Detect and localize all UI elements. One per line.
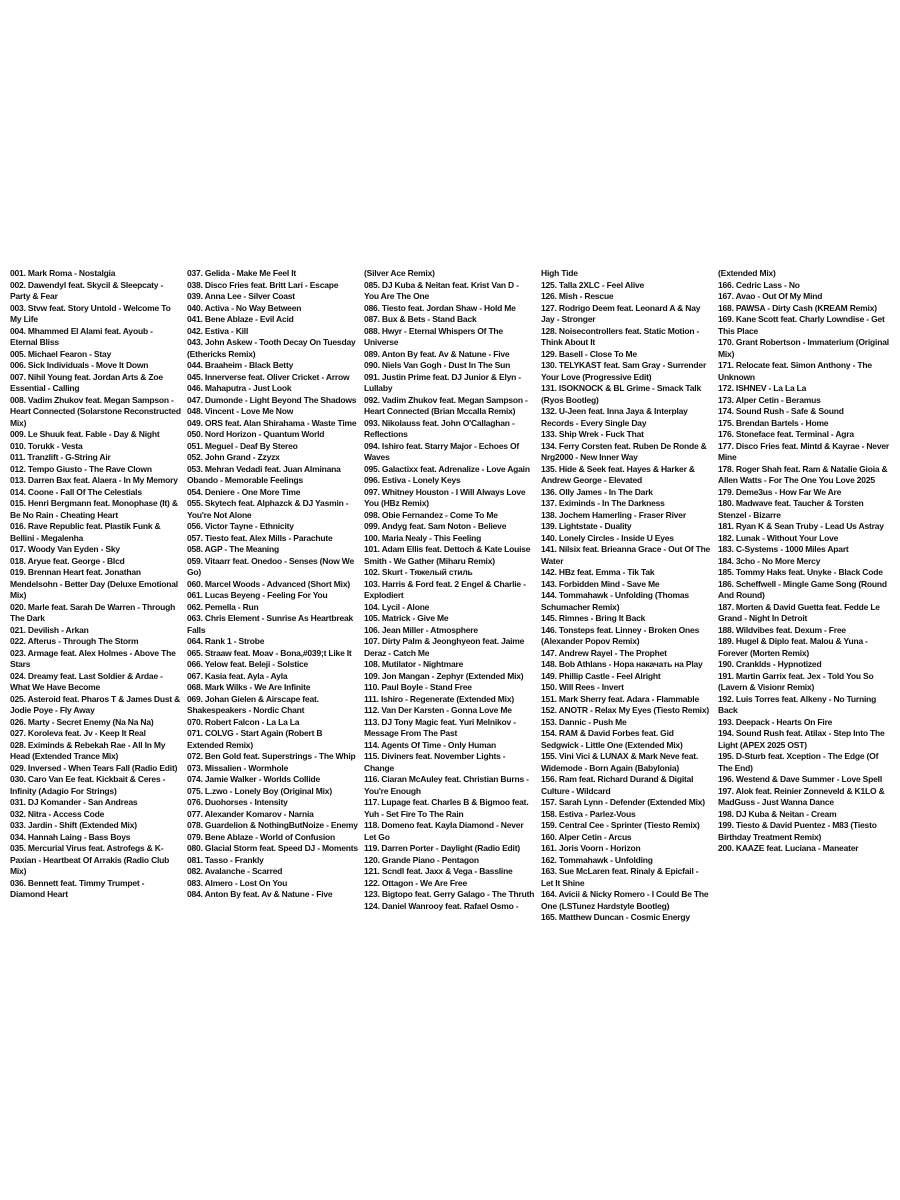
track-entry: 157. Sarah Lynn - Defender (Extended Mix) xyxy=(541,797,705,807)
track-entry: 076. Duohorses - Intensity xyxy=(187,797,288,807)
track-entry: 026. Marty - Secret Enemy (Na Na Na) xyxy=(10,716,154,727)
track-entry: 141. Nilsix feat. Brieanna Grace - Out Of The Water xyxy=(541,544,711,566)
track-entry: 038. Disco Fries feat. Britt Lari - Escape xyxy=(187,279,339,290)
track-entry: 046. Mahaputra - Just Look xyxy=(187,383,292,393)
track-entry: 152. ANOTR - Relax My Eyes (Tiesto Remix) xyxy=(541,705,710,715)
track-entry: 173. Alper Cetin - Beramus xyxy=(718,394,821,405)
track-entry: 050. Nord Horizon - Quantum World xyxy=(187,429,325,439)
track-entry: 191. Martin Garrix feat. Jex - Told You So (Lavern & Visionr Remix) xyxy=(718,670,874,692)
track-entry: 138. Jochem Hamerling - Fraser River xyxy=(541,509,686,520)
track-entry: 089. Anton By feat. Av & Natune - Five xyxy=(364,348,510,359)
track-entry: 002. Dawendyl feat. Skycil & Sleepcaty - Party & Fear xyxy=(10,279,164,301)
track-entry: 156. Ram feat. Richard Durand & Digital Culture - Wildcard xyxy=(541,774,694,796)
track-entry: 118. Domeno feat. Kayla Diamond - Never Let Go xyxy=(364,820,524,842)
track-entry: 033. Jardin - Shift (Extended Mix) xyxy=(10,820,137,830)
track-entry: 195. D-Sturb feat. Xception - The Edge (Of The End) xyxy=(718,751,879,773)
track-entry: 028. Eximinds & Rebekah Rae - All In My Head (Extended Trance Mix) xyxy=(10,739,166,761)
track-entry: 059. Vitaarr feat. Onedoo - Senses (Now We Go) xyxy=(187,555,355,577)
track-entry: 159. Central Cee - Sprinter (Tiesto Remix) xyxy=(541,820,700,830)
track-entry: 099. Andyg feat. Sam Noton - Believe xyxy=(364,521,507,531)
track-entry: 072. Ben Gold feat. Superstrings - The Whip xyxy=(187,751,356,761)
track-entry: 048. Vincent - Love Me Now xyxy=(187,406,294,416)
track-entry: 114. Agents Of Time - Only Human xyxy=(364,739,496,750)
track-entry: 170. Grant Robertson - Immaterium (Original Mix) xyxy=(718,337,889,359)
track-entry: 087. Bux & Bets - Stand Back xyxy=(364,314,477,324)
track-entry: 148. Bob Athlans - Нора накачать на Play xyxy=(541,659,703,669)
track-entry: 008. Vadim Zhukov feat. Megan Sampson - Heart Connected (Solarstone Reconstructed Mix) xyxy=(10,394,181,428)
track-entry: 040. Activa - No Way Between xyxy=(187,302,302,313)
track-entry: 043. John Askew - Tooth Decay On Tuesday (Ethericks Remix) xyxy=(187,337,356,359)
track-entry: 158. Estiva - Parlez-Vous xyxy=(541,808,636,819)
track-entry: 197. Alok feat. Reinier Zonneveld & K1LO & MadGuss - Just Wanna Dance xyxy=(718,785,885,807)
track-entry: 006. Sick Individuals - Move It Down xyxy=(10,360,149,370)
track-entry: 164. Avicii & Nicky Romero - I Could Be The One (LSTunez Hardstyle Bootleg) xyxy=(541,889,709,911)
track-entry: 153. Dannic - Push Me xyxy=(541,716,627,727)
track-entry: 149. Phillip Castle - Feel Alright xyxy=(541,670,661,681)
track-entry: 144. Tommahawk - Unfolding (Thomas Schumacher Remix) xyxy=(541,590,689,612)
track-entry: 177. Disco Fries feat. Mintd & Kayrae - Never Mine xyxy=(718,440,889,462)
track-entry: 086. Tiesto feat. Jordan Shaw - Hold Me xyxy=(364,302,516,313)
track-entry: 106. Jean Miller - Atmosphere xyxy=(364,624,478,635)
track-entry: 030. Caro Van Ee feat. Kickbait & Ceres - Infinity (Adagio For Strings) xyxy=(10,774,166,796)
track-entry: 151. Mark Sherry feat. Adara - Flammable xyxy=(541,693,699,704)
track-entry: 163. Sue McLaren feat. Rinaly & Epicfail - Let It Shine xyxy=(541,866,699,888)
track-entry: 150. Will Rees - Invert xyxy=(541,682,624,692)
track-entry: 181. Ryan K & Sean Truby - Lead Us Astray xyxy=(718,521,884,531)
track-entry: 073. Missalien - Wormhole xyxy=(187,762,289,773)
track-entry: 122. Ottagon - We Are Free xyxy=(364,877,467,888)
track-entry: 174. Sound Rush - Safe & Sound xyxy=(718,406,844,416)
track-entry: 103. Harris & Ford feat. 2 Engel & Charlie - Explodiert xyxy=(364,578,526,600)
track-entry: 017. Woody Van Eyden - Sky xyxy=(10,544,120,554)
track-entry: 054. Deniere - One More Time xyxy=(187,486,301,497)
track-entry: 190. Cranklds - Hypnotized xyxy=(718,659,822,669)
track-entry: 130. TELYKAST feat. Sam Gray - Surrender Your Love (Progressive Edit) xyxy=(541,360,707,382)
tracklist-column-5 xyxy=(718,268,889,938)
track-entry: 199. Tiesto & David Puentez - M83 (Tiesto Birthday Treatment Remix) xyxy=(718,820,877,842)
track-entry: 071. COLVG - Start Again (Robert B Extended Remix) xyxy=(187,728,323,750)
track-entry: 189. Hugel & Diplo feat. Malou & Yuna - Forever (Morten Remix) xyxy=(718,636,868,658)
track-entry: 096. Estiva - Lonely Keys xyxy=(364,475,461,485)
track-entry: 009. Le Shuuk feat. Fable - Day & Night xyxy=(10,429,160,439)
track-entry: 019. Brennan Heart feat. Jonathan Mendelsohn - Better Day (Deluxe Emotional Mix) xyxy=(10,567,178,600)
track-entry: 093. Nikolauss feat. John O'Callaghan - Reflections xyxy=(364,417,515,439)
track-entry: 167. Avao - Out Of My Mind xyxy=(718,291,823,301)
track-entry: 094. Ishiro feat. Starry Major - Echoes Of Waves xyxy=(364,440,520,462)
track-entry: 065. Straaw feat. Moav - Bona,#039;t Like It xyxy=(187,647,352,658)
track-entry: 051. Meguel - Deaf By Stereo xyxy=(187,440,298,451)
track-entry: 015. Henri Bergmann feat. Monophase (It) & Be No Rain - Cheating Heart xyxy=(10,498,178,520)
track-entry: 102. Skurt - Тяжелый стиль xyxy=(364,567,473,577)
track-entry: 029. Inversed - When Tears Fall (Radio Edit) xyxy=(10,762,178,773)
track-entry: 180. Madwave feat. Taucher & Torsten Stenzel - Bizarre xyxy=(718,498,864,520)
track-entry: 005. Michael Fearon - Stay xyxy=(10,348,112,359)
track-entry: 198. DJ Kuba & Neitan - Cream xyxy=(718,808,837,819)
track-entry: 042. Estiva - Kill xyxy=(187,325,249,336)
tracklist-sheet xyxy=(10,268,890,938)
track-entry: 075. L.zwo - Lonely Boy (Original Mix) xyxy=(187,785,332,796)
track-entry: 193. Deepack - Hearts On Fire xyxy=(718,716,833,727)
track-entry: 023. Armage feat. Alex Holmes - Above The Stars xyxy=(10,647,176,669)
track-entry: 024. Dreamy feat. Last Soldier & Ardae - What We Have Become xyxy=(10,670,163,692)
track-entry: 057. Tiesto feat. Alex Mills - Parachute xyxy=(187,532,333,543)
track-entry: 134. Ferry Corsten feat. Ruben De Ronde & Nrg2000 - New Inner Way xyxy=(541,440,707,462)
track-entry: 062. Pemella - Run xyxy=(187,601,259,612)
track-entry: 012. Tempo Giusto - The Rave Clown xyxy=(10,463,152,474)
track-entry: 115. Diviners feat. November Lights - Change xyxy=(364,751,506,773)
track-entry: 034. Hannah Laing - Bass Boys xyxy=(10,831,131,842)
track-entry: 092. Vadim Zhukov feat. Megan Sampson - Heart Connected (Brian Mccalla Remix) xyxy=(364,394,528,416)
track-entry: 117. Lupage feat. Charles B & Bigmoo feat. Yuh - Set Fire To The Rain xyxy=(364,797,529,819)
track-entry: 049. ORS feat. Alan Shirahama - Waste Time xyxy=(187,417,357,428)
track-entry: 133. Ship Wrek - Fuck That xyxy=(541,429,644,439)
track-entry: 171. Relocate feat. Simon Anthony - The Unknown xyxy=(718,360,872,382)
track-entry: 016. Rave Republic feat. Plastik Funk & Bellini - Megalenha xyxy=(10,521,161,543)
track-entry: 194. Sound Rush feat. Atilax - Step Into The Light (APEX 2025 OST) xyxy=(718,728,885,750)
track-entry: 188. Wildvibes feat. Dexum - Free xyxy=(718,624,846,635)
track-entry: 105. Matrick - Give Me xyxy=(364,613,449,623)
track-entry: 155. Vini Vici & LUNAX & Mark Neve feat. Widemode - Born Again (Babylonia) xyxy=(541,751,699,773)
track-entry: 036. Bennett feat. Timmy Trumpet - Diamond Heart xyxy=(10,877,145,899)
track-entry: 132. U-Jeen feat. Inna Jaya & Interplay Records - Every Single Day xyxy=(541,406,688,428)
track-entry: 027. Koroleva feat. Jv - Keep It Real xyxy=(10,728,146,738)
tracklist-column-2 xyxy=(187,268,358,938)
track-entry: 044. Braaheim - Black Betty xyxy=(187,360,294,370)
track-entry: 082. Avalanche - Scarred xyxy=(187,866,283,876)
track-entry: High Tide xyxy=(541,268,578,278)
track-entry: 045. Innerverse feat. Oliver Cricket - Arrow xyxy=(187,371,350,382)
track-entry: 166. Cedric Lass - No xyxy=(718,279,800,290)
track-entry: 179. Deme3us - How Far We Are xyxy=(718,486,842,497)
track-entry: 165. Matthew Duncan - Cosmic Energy xyxy=(541,912,690,922)
tracklist-column-4 xyxy=(541,268,712,938)
track-entry: 111. Ishiro - Regenerate (Extended Mix) xyxy=(364,693,514,704)
track-entry: 142. HBz feat. Emma - Tik Tak xyxy=(541,567,655,577)
track-entry: 175. Brendan Bartels - Home xyxy=(718,417,829,428)
track-entry: 147. Andrew Rayel - The Prophet xyxy=(541,647,667,658)
track-entry: 074. Jamie Walker - Worlds Collide xyxy=(187,774,321,784)
track-entry: 064. Rank 1 - Strobe xyxy=(187,636,265,646)
track-entry: 109. Jon Mangan - Zephyr (Extended Mix) xyxy=(364,670,524,681)
track-entry: 063. Chris Element - Sunrise As Heartbreak Falls xyxy=(187,613,354,635)
track-entry: 035. Mercurial Virus feat. Astrofegs & K-Paxian - Heartbeat Of Arrakis (Radio Club Mix) xyxy=(10,843,170,876)
track-entry: 178. Roger Shah feat. Ram & Natalie Gioia & Allen Watts - For The One You Love 2025 xyxy=(718,463,888,485)
track-entry: 039. Anna Lee - Silver Coast xyxy=(187,291,295,301)
track-entry: 020. Marle feat. Sarah De Warren - Through The Dark xyxy=(10,601,176,623)
track-entry: 160. Alper Cetin - Arcus xyxy=(541,831,632,842)
track-entry: 067. Kasia feat. Ayla - Ayla xyxy=(187,670,288,681)
track-entry: 069. Johan Gielen & Airscape feat. Shakespeakers - Nordic Chant xyxy=(187,693,319,715)
track-entry: 053. Mehran Vedadi feat. Juan Alminana Obando - Memorable Feelings xyxy=(187,463,341,485)
track-entry: 041. Bene Ablaze - Evil Acid xyxy=(187,314,294,324)
track-entry: (Silver Ace Remix) xyxy=(364,268,435,278)
track-entry: 143. Forbidden Mind - Save Me xyxy=(541,578,660,589)
track-entry: 154. RAM & David Forbes feat. Gid Sedgwick - Little One (Extended Mix) xyxy=(541,728,683,750)
track-entry: 078. Guardelion & NothingButNoize - Enemy xyxy=(187,820,358,830)
track-entry: 052. John Grand - Zzyzx xyxy=(187,452,280,462)
track-entry: 120. Grande Piano - Pentagon xyxy=(364,854,479,865)
track-entry: 146. Tonsteps feat. Linney - Broken Ones (Alexander Popov Remix) xyxy=(541,624,700,646)
track-entry: 161. Joris Voorn - Horizon xyxy=(541,843,641,853)
track-entry: 129. Basell - Close To Me xyxy=(541,348,637,359)
track-entry: 056. Victor Tayne - Ethnicity xyxy=(187,521,294,531)
track-entry: 113. DJ Tony Magic feat. Yuri Melnikov - Message From The Past xyxy=(364,716,516,738)
track-entry: 014. Coone - Fall Of The Celestials xyxy=(10,486,142,497)
track-entry: 168. PAWSA - Dirty Cash (KREAM Remix) xyxy=(718,302,877,313)
tracklist-column-3 xyxy=(364,268,535,938)
track-entry: 101. Adam Ellis feat. Dettoch & Kate Louise Smith - We Gather (Miharu Remix) xyxy=(364,544,531,566)
track-entry: 116. Ciaran McAuley feat. Christian Burns - You're Enough xyxy=(364,774,529,796)
track-entry: 104. Lycil - Alone xyxy=(364,601,430,612)
track-entry: 021. Devilish - Arkan xyxy=(10,624,89,635)
track-entry: 037. Gelida - Make Me Feel It xyxy=(187,268,296,278)
track-entry: 081. Tasso - Frankly xyxy=(187,854,264,865)
track-entry: 196. Westend & Dave Summer - Love Spell xyxy=(718,774,882,784)
track-entry: 135. Hide & Seek feat. Hayes & Harker & Andrew George - Elevated xyxy=(541,463,695,485)
track-entry: 126. Mish - Rescue xyxy=(541,291,614,301)
track-entry: 183. C-Systems - 1000 Miles Apart xyxy=(718,544,849,554)
track-entry: 085. DJ Kuba & Neitan feat. Krist Van D - You Are The One xyxy=(364,279,519,301)
track-entry: 184. 3cho - No More Mercy xyxy=(718,555,821,566)
track-entry: 007. Nihil Young feat. Jordan Arts & Zoe Essential - Calling xyxy=(10,371,163,393)
track-entry: 127. Rodrigo Deem feat. Leonard A & Nay Jay - Stronger xyxy=(541,302,701,324)
track-entry: 169. Kane Scott feat. Charly Lowndise - Get This Place xyxy=(718,314,885,336)
track-entry: 018. Aryue feat. George - Blcd xyxy=(10,555,125,566)
track-entry: 077. Alexander Komarov - Narnia xyxy=(187,808,314,819)
track-entry: 121. Scndl feat. Jaxx & Vega - Bassline xyxy=(364,866,513,876)
track-entry: 110. Paul Boyle - Stand Free xyxy=(364,682,472,692)
track-entry: 066. Yelow feat. Beleji - Solstice xyxy=(187,659,309,669)
track-entry: 186. Scheffwell - Mingle Game Song (Round And Round) xyxy=(718,578,887,600)
track-entry: 079. Bene Ablaze - World of Confusion xyxy=(187,831,335,842)
track-entry: 047. Dumonde - Light Beyond The Shadows xyxy=(187,394,357,405)
track-entry: 137. Eximinds - In The Darkness xyxy=(541,498,665,508)
track-entry: 060. Marcel Woods - Advanced (Short Mix) xyxy=(187,578,350,589)
track-entry: 098. Obie Fernandez - Come To Me xyxy=(364,509,498,520)
track-entry: 200. KAAZE feat. Luciana - Maneater xyxy=(718,843,859,853)
track-entry: 176. Stoneface feat. Terminal - Agra xyxy=(718,429,854,439)
track-entry: 128. Noisecontrollers feat. Static Motion - Think About It xyxy=(541,325,700,347)
track-entry: 097. Whitney Houston - I Will Always Love You (HBz Remix) xyxy=(364,486,526,508)
track-entry: 100. Maria Nealy - This Feeling xyxy=(364,532,482,543)
track-entry: 004. Mhammed El Alami feat. Ayoub - Eternal Bliss xyxy=(10,325,153,347)
track-entry: 084. Anton By feat. Av & Natune - Five xyxy=(187,889,333,899)
track-entry: 088. Hwyr - Eternal Whispers Of The Universe xyxy=(364,325,503,347)
track-entry: 123. Bigtopo feat. Gerry Galago - The Thruth xyxy=(364,889,535,899)
track-entry: 061. Lucas Beyeng - Feeling For You xyxy=(187,590,328,600)
track-entry: 080. Glacial Storm feat. Speed DJ - Moments xyxy=(187,843,358,853)
track-entry: 112. Van Der Karsten - Gonna Love Me xyxy=(364,705,512,715)
track-entry: 192. Luis Torres feat. Alkeny - No Turning Back xyxy=(718,693,877,715)
track-entry: 125. Talla 2XLC - Feel Alive xyxy=(541,279,645,290)
track-entry: 032. Nitra - Access Code xyxy=(10,808,105,819)
tracklist-column-1 xyxy=(10,268,181,938)
track-entry: 145. Rimnes - Bring It Back xyxy=(541,613,646,623)
track-entry: 108. Mutilator - Nightmare xyxy=(364,659,464,669)
track-entry: 010. Torukk - Vesta xyxy=(10,440,83,451)
track-entry: 070. Robert Falcon - La La La xyxy=(187,716,300,727)
track-entry: 187. Morten & David Guetta feat. Fedde Le Grand - Night In Detroit xyxy=(718,601,880,623)
track-entry: 025. Asteroid feat. Pharos T & James Dust & Jodie Poye - Fly Away xyxy=(10,693,181,715)
track-entry: 107. Dirty Palm & Jeonghyeon feat. Jaime Deraz - Catch Me xyxy=(364,636,525,658)
track-entry: 022. Afterus - Through The Storm xyxy=(10,636,139,646)
track-entry: 068. Mark Wilks - We Are Infinite xyxy=(187,682,311,692)
track-entry: 090. Niels Van Gogh - Dust In The Sun xyxy=(364,360,511,370)
track-entry: 185. Tommy Haks feat. Unyke - Black Code xyxy=(718,567,883,577)
track-entry: 058. AGP - The Meaning xyxy=(187,544,279,554)
track-entry: 013. Darren Bax feat. Alaera - In My Memory xyxy=(10,475,178,485)
track-entry: (Extended Mix) xyxy=(718,268,776,278)
track-entry: 139. Lightstate - Duality xyxy=(541,521,632,531)
track-entry: 119. Darren Porter - Daylight (Radio Edit) xyxy=(364,843,520,853)
track-entry: 172. ISHNEV - La La La xyxy=(718,383,807,393)
track-entry: 136. Olly James - In The Dark xyxy=(541,486,653,497)
track-entry: 003. Stvw feat. Story Untold - Welcome To My Life xyxy=(10,302,171,324)
track-entry: 083. Almero - Lost On You xyxy=(187,877,288,888)
track-entry: 091. Justin Prime feat. DJ Junior & Elyn - Lullaby xyxy=(364,371,521,393)
track-entry: 001. Mark Roma - Nostalgia xyxy=(10,268,116,278)
track-entry: 182. Lunak - Without Your Love xyxy=(718,532,839,543)
track-entry: 055. Skytech feat. Alphazck & DJ Yasmin - You're Not Alone xyxy=(187,498,349,520)
track-entry: 031. DJ Komander - San Andreas xyxy=(10,797,138,807)
track-entry: 162. Tommahawk - Unfolding xyxy=(541,854,653,865)
track-entry: 140. Lonely Circles - Inside U Eyes xyxy=(541,532,674,543)
track-entry: 095. Galactixx feat. Adrenalize - Love Again xyxy=(364,463,530,474)
track-entry: 124. Daniel Wanrooy feat. Rafael Osmo - xyxy=(364,900,519,911)
track-entry: 131. ISOKNOCK & BL Grime - Smack Talk (Ryos Bootleg) xyxy=(541,383,701,405)
track-entry: 011. Tranzlift - G-String Air xyxy=(10,452,111,462)
